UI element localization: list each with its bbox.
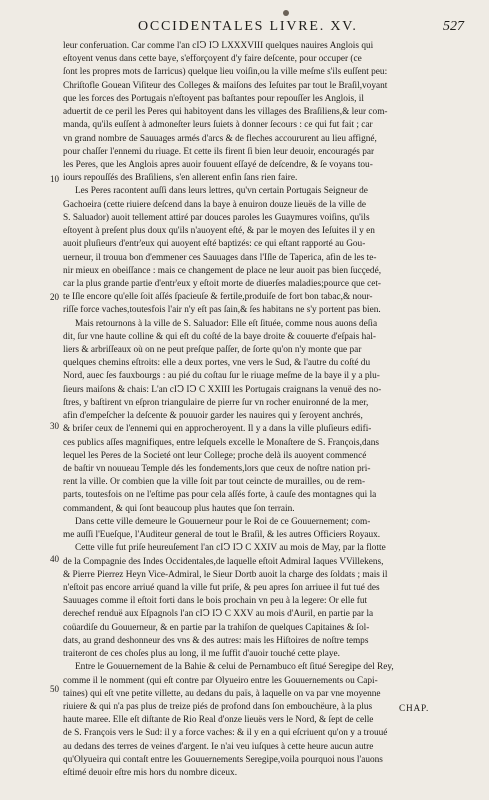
text-line: Gachoeira (cette riuiere deſcend dans la baye à enuiron douze lieuës de la ville de [63,199,367,210]
text-line: me auſſi l'Eueſque, l'Auditeur general de tout le Braſil, & les autres Officiers Royaux. [63,530,381,541]
text-line: Chriſtofle Gouean Viſiteur des Colleges & maiſons des Ieſuites par tout le Braſil,voyant [63,80,388,91]
text-line: & Pierre Pierrez Heyn Vice-Admiral, le Sieur Dortb auoit la charge des ſoldats ; mais il [63,569,388,580]
text-line: car la plus grande partie d'entr'eux y eſtoit morte de diuerſes maladies;pource que cet- [63,278,382,289]
text-line: coüardiſe du Gouuerneur, & en partie par la trahiſon de quelques Capitaines & ſol- [63,622,370,633]
line-number-10: 10 [50,174,59,184]
text-line: Nord, auec ſes fauxbourgs : au pié du coſtau ſur le riuage meſme de la baye il y a plu- [63,371,380,382]
text-line: de S. François vers le Sud: il y a force vaches: & il y en a qui eſcriuent qu'on y a trouué [63,728,388,739]
text-line: pour chaſſer l'ennemi du riuage. Et cette ils firent ſi bien leur deuoir, encouragés par [63,146,375,157]
paragraph-start-line: Dans cette ville demeure le Gouuerneur pour le Roi de ce Gouuernement; com- [75,516,371,527]
text-line: riuiere & qui n'a pas plus de treize piés de profond dans ſon embouchëure, à la plus [63,701,373,712]
text-line: ces publics aſſes magnifiques, entre leſquels excelle le Monaſtere de S. François,dans [63,437,379,448]
page-number: 527 [443,19,464,34]
text-line: auoit pluſieurs d'entr'eux qui auoyent eſté baptizés: ce qui eſtant rapporté au Gou- [63,239,366,250]
text-line: qu'Olyueira qui contaſt entre les Gouuernements Seregipe,voila pourquoi nous l'auons [63,754,383,765]
running-head: OCCIDENTALES LIVRE. XV. [138,19,358,34]
text-line: de la Compagnie des Indes Occidentales,de laquelle eſtoit Admiral Iaques VVillekens, [63,556,384,567]
text-line: quelques chemins eſtroits: elle a deux portes, vne vers le Sud, & l'autre du coſté du [63,358,371,369]
text-line: ſtres, y baſtirent vn eſpron triangulaire de pierre ſur vn rocher enuironné de la mer, [63,397,369,408]
catchword: CHAP. [399,704,430,714]
line-number-30: 30 [50,421,59,431]
text-line: commandent, & qui ſont beaucoup plus hautes que ſon terrain. [63,503,295,514]
text-line: manda, qu'ils euſſent à admoneſter leurs ſuiets à donner ſecours : ce qui fut fait ; car [63,120,373,131]
line-number-50: 50 [50,684,59,694]
paragraph-start-line: Cette ville fut priſe heureuſement l'an cIↃ IↃ C XXIV au mois de May, par la flotte [75,543,386,554]
text-line: iours repouſſés des Braſiliens, s'en allerent enfin ſans rien faire. [63,173,298,184]
text-line: leur conferuation. Car comme l'an cIↃ IↃ LXXXVIII quelques nauires Anglois qui [63,41,374,51]
text-block [50,40,429,780]
text-line: aduertit de ce peril les Peres qui habitoyent dans les villages des Braſiliens,& leur com- [63,107,388,118]
text-line: parts, toutesfois on ne l'eſtime pas pour cela aſſés forte, à cauſe des montagnes qui la [63,490,377,501]
text-line: dats, au grand deshonneur des vns & des autres: mais les Hiſtoires de noſtre temps [63,635,369,646]
page-header [0,19,489,37]
text-line: ſieurs maiſons & chais: L'an cIↃ IↃ C XXIII les Portugais craignans la venuë des no- [63,384,382,395]
text-line: au dedans des terres de veines d'argent. Ie n'ai veu iuſques à cette heure aucun autre [63,741,374,752]
text-line: te Iſle encore qu'elle ſoit aſſés ſpacieuſe & fertile,produiſe de fort bon tabac,& nour- [63,292,373,303]
text-line: & briſer ceux de l'ennemi qui en approcheroyent. Il y a dans la ville pluſieurs edifi- [63,424,372,435]
text-line: uerneur, il trouua bon d'emmener ces Sauuages dans l'Iſle de Taperica, afin de les te- [63,252,377,263]
text-line: Sauuages comme il eſtoit forti dans le bois prochain vn peu à la legere: Or elle fut [63,596,368,607]
text-line: dit, ſur vne haute colline & qui eſt du coſté de la baye droite & couuerte d'eſpais hal- [63,331,377,342]
paragraph-start-line: Les Peres racontent auſſi dans leurs lettres, qu'vn certain Portugais Seigneur de [75,186,368,197]
text-line: que les forces des Portugais n'eſtoyent pas baſtantes pour repouſſer les Anglois, il [63,93,364,104]
ink-stain [283,10,289,16]
text-line: comme il le nomment (qui eſt contre par Olyueiro entre les Gouuernements ou Capi- [63,675,378,686]
text-line: riſſe force vaches,toutesfois l'air n'y eſt pas ſain,& ſes habitans ne s'y portent pas bien. [63,305,381,316]
text-line: eſtoyent venus dans cette baye, s'efforçoyent d'y faire deſcente, pour occuper (ce [63,54,362,65]
text-line: vn grand nombre de Sauuages armés d'arcs & de fleches accoururent au lieu affigné, [63,133,377,144]
line-number-20: 20 [50,292,59,302]
text-line: eſtoyent à preſent plus doux qu'ils n'auoyent eſté, & par le moyen des Ieſuites il y en [63,226,375,237]
text-line: rent la ville. Or combien que la ville ſoit par tout ceincte de murailles, ou de rem- [63,477,366,488]
text-line: nir mieux en obeiſſance : mais ce changement de place ne leur auoit pas bien ſucçedé, [63,265,382,276]
paragraph-start-line: Mais retournons à la ville de S. Saluador: Elle eſt ſituée, comme nous auons deſia [75,318,378,329]
text-line: les Peres, que les Anglois apres auoir fouuent eſſayé de deſcendre, & ſe voyans tou- [63,159,373,170]
text-line: de baſtir vn nouueau Temple dés les fondements,lors que ceux de noſtre nation pri- [63,464,371,474]
text-line: n'eſtoit pas encore arriué quand la ville fut priſe, & peu apres ſon arriuee il fut tué des [63,582,380,593]
text-line: liers & arbriſſeaux où on ne peut preſque paſſer, de ſorte qu'on n'y monte que par [63,345,362,356]
text-line: S. Saluador) auoit tellement attiré par douces paroles les Guaymures voiſins, qu'ils [63,212,370,223]
text-line: afin d'empeſcher la deſcente & pouuoir garder les nauires qui y ſeroyent anchrés, [63,411,363,422]
text-line: derechef renduë aux Eſpagnols l'an cIↃ IↃ C XXV au mois d'Auril, en partie par la [63,609,374,620]
text-line: traiteront de ces choſes plus au long, il me ſuffit d'auoir touché cette playe. [63,649,340,660]
text-line: haute maree. Elle eſt diſtante de Rio Real d'onze lieuës vers le Nord, & ſept de celle [63,715,374,726]
line-number-40: 40 [50,554,59,564]
text-line: taines) qui eſt vne petite villette, au dedans du païs, à laquelle on va par vne moyenne [63,688,381,699]
text-line: lequel les Peres de la Societé ont leur College; proche delà ils auoyent commencé [63,450,367,461]
text-line: ſont les propres mots de Iarricus) quelque lieu voiſin,ou la ville meſme s'ils euſſent peu: [63,67,388,78]
text-line: eſtimé deuoir eſtre mis hors du nombre diceux. [63,768,238,779]
paragraph-start-line: Entre le Gouuernement de la Bahie & celui de Pernambuco eſt ſitué Seregipe del Rey, [75,662,394,673]
